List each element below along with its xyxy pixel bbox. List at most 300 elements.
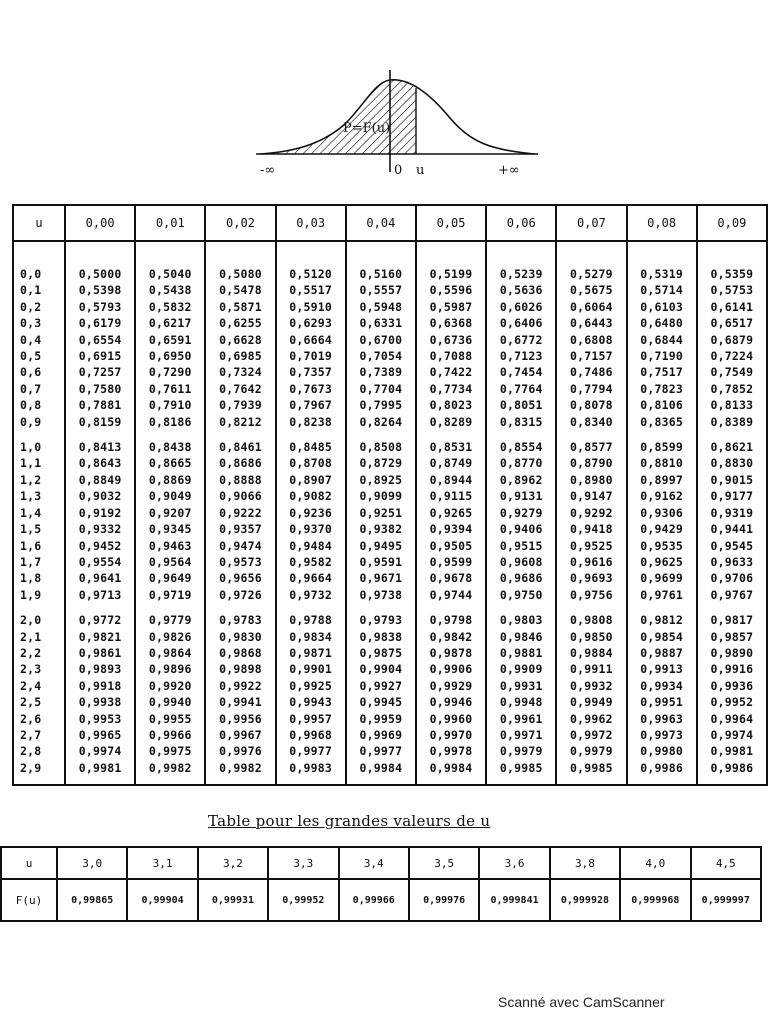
- table-cell-value: 0,9854: [640, 629, 683, 644]
- density-label: P=F(u): [343, 121, 391, 136]
- value-column: [627, 241, 697, 785]
- table-cell-value: 0,9981: [710, 744, 754, 759]
- table-cell-value: 0,8962: [499, 472, 543, 487]
- table-cell-value: 0,9418: [570, 522, 613, 537]
- table-cell-value: 0,9953: [78, 711, 122, 726]
- body-row: [13, 241, 767, 785]
- table-cell-value: 0,9750: [499, 587, 543, 602]
- table-cell-value: 0,8888: [219, 472, 262, 487]
- table-cell-value: 0,9955: [148, 711, 192, 726]
- table-cell-value: 0,8212: [219, 414, 262, 429]
- table-cell-value: 0,5948: [359, 299, 403, 314]
- table-cell-value: 0,9192: [78, 505, 122, 520]
- table-cell-value: 0,9857: [710, 629, 754, 644]
- u-value: 2,5: [20, 695, 42, 710]
- table-cell-value: 0,6026: [499, 299, 543, 314]
- table-cell-value: 0,9946: [429, 695, 473, 710]
- table-cell-value: 0,7088: [429, 349, 473, 364]
- u-value: 2,1: [20, 629, 42, 644]
- table-cell-value: 0,5753: [710, 283, 754, 298]
- table-cell-value: 0,9960: [429, 711, 473, 726]
- u-value: 2,7: [20, 727, 42, 742]
- zero-label: 0: [394, 163, 403, 178]
- u-value: 2,2: [20, 645, 42, 660]
- table-cell-value: 0,9599: [429, 554, 473, 569]
- table-cell-value: 0,7995: [359, 398, 403, 413]
- u-group: [14, 439, 64, 603]
- table-cell-value: 0,9474: [219, 538, 262, 553]
- table-cell-value: 0,8051: [499, 398, 543, 413]
- value-group: [698, 439, 766, 603]
- table-cell-value: 0,9893: [78, 662, 122, 677]
- table-cell-value: 0,9916: [710, 662, 754, 677]
- table-cell-value: 0,8365: [640, 414, 683, 429]
- table-cell-value: 0,7422: [429, 365, 473, 380]
- table-cell-value: 0,9940: [148, 695, 192, 710]
- table-cell-value: 0,9370: [289, 522, 333, 537]
- large-f-value: 0,99865: [57, 879, 127, 921]
- table-cell-value: 0,9357: [219, 522, 262, 537]
- u-values-block: [14, 242, 64, 776]
- table-cell-value: 0,6628: [219, 332, 262, 347]
- table-cell-value: 0,8621: [710, 440, 754, 455]
- value-column-block: [487, 242, 555, 776]
- table-cell-value: 0,9952: [710, 695, 754, 710]
- value-group: [347, 266, 415, 430]
- table-cell-value: 0,7910: [148, 398, 192, 413]
- table-cell-value: 0,8708: [289, 456, 333, 471]
- u-value: 1,5: [20, 522, 42, 537]
- large-u-value: 3,5: [409, 847, 479, 879]
- value-group: [347, 439, 415, 603]
- scanner-footer: Scanné avec CamScanner: [498, 994, 665, 1010]
- large-f-value: 0,999841: [479, 879, 549, 921]
- table-cell-value: 0,8485: [289, 440, 333, 455]
- table-cell-value: 0,8413: [78, 440, 122, 455]
- table-cell-value: 0,7734: [429, 381, 473, 396]
- table-cell-value: 0,9625: [640, 554, 683, 569]
- u-value: 1,7: [20, 554, 42, 569]
- table-cell-value: 0,7881: [78, 398, 122, 413]
- table-cell-value: 0,9956: [219, 711, 262, 726]
- table-cell-value: 0,9982: [219, 760, 262, 775]
- table-cell-value: 0,9641: [78, 571, 122, 586]
- table-cell-value: 0,9911: [570, 662, 613, 677]
- u-value: 0,1: [20, 283, 42, 298]
- table-cell-value: 0,7224: [710, 349, 754, 364]
- table-cell-value: 0,9982: [148, 760, 192, 775]
- table-cell-value: 0,9846: [499, 629, 543, 644]
- table-cell-value: 0,9332: [78, 522, 122, 537]
- table-cell-value: 0,9967: [219, 727, 262, 742]
- table-cell-value: 0,9951: [640, 695, 683, 710]
- table-cell-value: 0,9922: [219, 678, 262, 693]
- table-cell-value: 0,6293: [289, 316, 333, 331]
- table-cell-value: 0,8389: [710, 414, 754, 429]
- value-column: [205, 241, 275, 785]
- table-cell-value: 0,9582: [289, 554, 333, 569]
- table-cell-value: 0,6517: [710, 316, 754, 331]
- table-cell-value: 0,5675: [570, 283, 613, 298]
- table-cell-value: 0,8869: [148, 472, 192, 487]
- table-cell-value: 0,9932: [570, 678, 613, 693]
- table-cell-value: 0,9177: [710, 489, 754, 504]
- table-cell-value: 0,7190: [640, 349, 683, 364]
- table-cell-value: 0,9515: [499, 538, 543, 553]
- table-cell-value: 0,9842: [429, 629, 473, 644]
- u-value: 1,1: [20, 456, 42, 471]
- table-cell-value: 0,7257: [78, 365, 122, 380]
- u-column-header: u: [13, 205, 65, 241]
- table-cell-value: 0,5871: [219, 299, 262, 314]
- u-value: 1,2: [20, 472, 42, 487]
- table-cell-value: 0,7290: [148, 365, 192, 380]
- table-cell-value: 0,6406: [499, 316, 543, 331]
- table-cell-value: 0,8289: [429, 414, 473, 429]
- table-cell-value: 0,9222: [219, 505, 262, 520]
- table-cell-value: 0,6141: [710, 299, 754, 314]
- table-cell-value: 0,6915: [78, 349, 122, 364]
- table-cell-value: 0,9868: [219, 645, 262, 660]
- table-cell-value: 0,6443: [570, 316, 613, 331]
- table-cell-value: 0,9985: [499, 760, 543, 775]
- table-cell-value: 0,5199: [429, 267, 473, 281]
- u-value: 0,2: [20, 299, 42, 314]
- table-cell-value: 0,8340: [570, 414, 613, 429]
- table-cell-value: 0,9920: [148, 678, 192, 693]
- table-cell-value: 0,8264: [359, 414, 403, 429]
- value-column-block: [206, 242, 274, 776]
- table-cell-value: 0,9934: [640, 678, 683, 693]
- table-cell-value: 0,9147: [570, 489, 613, 504]
- large-u-value: 3,2: [198, 847, 268, 879]
- table-cell-value: 0,9463: [148, 538, 192, 553]
- table-cell-value: 0,9207: [148, 505, 192, 520]
- table-cell-value: 0,6985: [219, 349, 262, 364]
- table-cell-value: 0,7454: [499, 365, 543, 380]
- value-group: [557, 439, 625, 603]
- table-cell-value: 0,9981: [78, 760, 122, 775]
- table-cell-value: 0,7486: [570, 365, 613, 380]
- table-cell-value: 0,9162: [640, 489, 683, 504]
- value-column: [276, 241, 346, 785]
- table-cell-value: 0,9505: [429, 538, 473, 553]
- table-cell-value: 0,9971: [499, 727, 543, 742]
- u-value: 0,0: [20, 267, 42, 281]
- table-cell-value: 0,8438: [148, 440, 192, 455]
- table-cell-value: 0,8686: [219, 456, 262, 471]
- u-value: 0,5: [20, 349, 42, 364]
- value-group: [557, 266, 625, 430]
- value-group: [628, 266, 696, 430]
- table-cell-value: 0,8023: [429, 398, 473, 413]
- value-column-block: [347, 242, 415, 776]
- table-cell-value: 0,7389: [359, 365, 403, 380]
- table-cell-value: 0,8729: [359, 456, 403, 471]
- table-cell-value: 0,8159: [78, 414, 122, 429]
- table-cell-value: 0,7123: [499, 349, 543, 364]
- table-cell-value: 0,9986: [710, 760, 754, 775]
- u-value: 1,4: [20, 505, 42, 520]
- table-cell-value: 0,8577: [570, 440, 613, 455]
- table-cell-value: 0,5557: [359, 283, 403, 298]
- u-value: 2,8: [20, 744, 42, 759]
- table-cell-value: 0,8186: [148, 414, 192, 429]
- large-u-value: 3,0: [57, 847, 127, 879]
- table-cell-value: 0,7157: [570, 349, 613, 364]
- table-cell-value: 0,9554: [78, 554, 122, 569]
- table-cell-value: 0,9099: [359, 489, 403, 504]
- table-cell-value: 0,9984: [429, 760, 473, 775]
- normal-curve-figure: [250, 62, 540, 180]
- table-cell-value: 0,7357: [289, 365, 333, 380]
- value-group: [628, 439, 696, 603]
- table-cell-value: 0,9881: [499, 645, 543, 660]
- u-value: 1,9: [20, 587, 42, 602]
- table-cell-value: 0,5910: [289, 299, 333, 314]
- table-cell-value: 0,9931: [499, 678, 543, 693]
- table-cell-value: 0,5398: [78, 283, 122, 298]
- value-column: [486, 241, 556, 785]
- value-group: [66, 612, 134, 776]
- table-cell-value: 0,8980: [570, 472, 613, 487]
- table-cell-value: 0,9671: [359, 571, 403, 586]
- value-column-block: [557, 242, 625, 776]
- table-cell-value: 0,9909: [499, 662, 543, 677]
- neg-inf-label: -∞: [260, 163, 276, 178]
- table-cell-value: 0,9319: [710, 505, 754, 520]
- table-cell-value: 0,9969: [359, 727, 403, 742]
- table-cell-value: 0,9573: [219, 554, 262, 569]
- table-cell-value: 0,9779: [148, 613, 192, 628]
- value-column: [135, 241, 205, 785]
- value-group: [417, 266, 485, 430]
- table-cell-value: 0,9913: [640, 662, 683, 677]
- table-cell-value: 0,7704: [359, 381, 403, 396]
- value-group: [136, 439, 204, 603]
- table-cell-value: 0,9826: [148, 629, 192, 644]
- table-cell-value: 0,9484: [289, 538, 333, 553]
- table-cell-value: 0,7852: [710, 381, 754, 396]
- large-f-value: 0,99966: [339, 879, 409, 921]
- value-group: [206, 612, 274, 776]
- table-cell-value: 0,9943: [289, 695, 333, 710]
- table-cell-value: 0,9649: [148, 571, 192, 586]
- large-u-value: 3,8: [550, 847, 620, 879]
- table-cell-value: 0,9984: [359, 760, 403, 775]
- value-group: [347, 612, 415, 776]
- value-column: [346, 241, 416, 785]
- table-cell-value: 0,8749: [429, 456, 473, 471]
- table-cell-value: 0,8106: [640, 398, 683, 413]
- table-cell-value: 0,9803: [499, 613, 543, 628]
- column-header: 0,03: [276, 205, 346, 241]
- value-group: [557, 612, 625, 776]
- table-cell-value: 0,5319: [640, 267, 683, 281]
- table-cell-value: 0,7324: [219, 365, 262, 380]
- table-cell-value: 0,9945: [359, 695, 403, 710]
- value-group: [487, 439, 555, 603]
- table-cell-value: 0,9821: [78, 629, 122, 644]
- table-cell-value: 0,9904: [359, 662, 403, 677]
- value-group: [136, 266, 204, 430]
- large-f-value: 0,999968: [620, 879, 690, 921]
- column-header: 0,07: [556, 205, 626, 241]
- table-cell-value: 0,5714: [640, 283, 683, 298]
- large-f-label: F(u): [1, 879, 57, 921]
- table-cell-value: 0,9965: [78, 727, 122, 742]
- table-cell-value: 0,9808: [570, 613, 613, 628]
- table-cell-value: 0,7764: [499, 381, 543, 396]
- table-cell-value: 0,9793: [359, 613, 403, 628]
- table-cell-value: 0,9545: [710, 538, 754, 553]
- table-cell-value: 0,9918: [78, 678, 122, 693]
- value-group: [206, 439, 274, 603]
- table-cell-value: 0,9978: [429, 744, 473, 759]
- u-value: 1,3: [20, 489, 42, 504]
- large-f-value: 0,999928: [550, 879, 620, 921]
- table-cell-value: 0,9236: [289, 505, 333, 520]
- table-cell-value: 0,6700: [359, 332, 403, 347]
- table-cell-value: 0,9861: [78, 645, 122, 660]
- table-cell-value: 0,9131: [499, 489, 543, 504]
- column-header: 0,05: [416, 205, 486, 241]
- table-cell-value: 0,8133: [710, 398, 754, 413]
- header-row: [13, 205, 767, 241]
- table-cell-value: 0,7611: [148, 381, 192, 396]
- table-cell-value: 0,9887: [640, 645, 683, 660]
- table-cell-value: 0,9898: [219, 662, 262, 677]
- table-cell-value: 0,9441: [710, 522, 754, 537]
- value-group: [66, 439, 134, 603]
- table-cell-value: 0,9979: [499, 744, 543, 759]
- table-cell-value: 0,9959: [359, 711, 403, 726]
- table-cell-value: 0,8238: [289, 414, 333, 429]
- u-value: 0,8: [20, 398, 42, 413]
- table-cell-value: 0,5438: [148, 283, 192, 298]
- table-cell-value: 0,9970: [429, 727, 473, 742]
- large-f-row: [1, 879, 761, 921]
- large-values-title: Table pour les grandes valeurs de u: [208, 812, 491, 830]
- table-cell-value: 0,9591: [359, 554, 403, 569]
- value-column: [697, 241, 767, 785]
- table-cell-value: 0,9896: [148, 662, 192, 677]
- u-value: 2,0: [20, 613, 42, 628]
- table-cell-value: 0,9429: [640, 522, 683, 537]
- u-value: 0,4: [20, 332, 42, 347]
- table-cell-value: 0,7823: [640, 381, 683, 396]
- table-cell-value: 0,6368: [429, 316, 473, 331]
- value-group: [136, 612, 204, 776]
- table-cell-value: 0,9977: [289, 744, 333, 759]
- table-cell-value: 0,5239: [499, 267, 543, 281]
- table-cell-value: 0,9973: [640, 727, 683, 742]
- table-cell-value: 0,9732: [289, 587, 333, 602]
- table-cell-value: 0,5793: [78, 299, 122, 314]
- table-cell-value: 0,9279: [499, 505, 543, 520]
- table-cell-value: 0,9901: [289, 662, 333, 677]
- table-cell-value: 0,9032: [78, 489, 122, 504]
- large-f-value: 0,99952: [268, 879, 338, 921]
- table-cell-value: 0,6664: [289, 332, 333, 347]
- large-u-value: 4,0: [620, 847, 690, 879]
- value-group: [66, 266, 134, 430]
- table-cell-value: 0,6255: [219, 316, 262, 331]
- value-column-block: [417, 242, 485, 776]
- table-cell-value: 0,6331: [359, 316, 403, 331]
- table-cell-value: 0,9962: [570, 711, 613, 726]
- u-value: 0,3: [20, 316, 42, 331]
- table-cell-value: 0,6217: [148, 316, 192, 331]
- table-cell-value: 0,6736: [429, 332, 473, 347]
- table-cell-value: 0,6103: [640, 299, 683, 314]
- table-cell-value: 0,9983: [289, 760, 333, 775]
- table-cell-value: 0,9015: [710, 472, 754, 487]
- table-cell-value: 0,9948: [499, 695, 543, 710]
- table-cell-value: 0,8599: [640, 440, 683, 455]
- table-cell-value: 0,9251: [359, 505, 403, 520]
- value-group: [417, 612, 485, 776]
- table-cell-value: 0,9938: [78, 695, 122, 710]
- table-cell-value: 0,9713: [78, 587, 122, 602]
- normal-distribution-table: [12, 204, 768, 786]
- table-cell-value: 0,5160: [359, 267, 403, 281]
- column-header: 0,04: [346, 205, 416, 241]
- table-cell-value: 0,9949: [570, 695, 613, 710]
- column-header: 0,00: [65, 205, 135, 241]
- table-cell-value: 0,9977: [359, 744, 403, 759]
- table-cell-value: 0,9968: [289, 727, 333, 742]
- table-cell-value: 0,9633: [710, 554, 754, 569]
- table-cell-value: 0,8461: [219, 440, 262, 455]
- value-column-block: [66, 242, 134, 776]
- large-f-value: 0,999997: [691, 879, 761, 921]
- table-cell-value: 0,8554: [499, 440, 543, 455]
- table-cell-value: 0,9761: [640, 587, 683, 602]
- table-cell-value: 0,6844: [640, 332, 683, 347]
- table-cell-value: 0,5120: [289, 267, 333, 281]
- table-cell-value: 0,8810: [640, 456, 683, 471]
- table-cell-value: 0,9394: [429, 522, 473, 537]
- table-cell-value: 0,9738: [359, 587, 403, 602]
- table-cell-value: 0,9616: [570, 554, 613, 569]
- table-cell-value: 0,7580: [78, 381, 122, 396]
- table-cell-value: 0,8830: [710, 456, 754, 471]
- large-f-value: 0,99976: [409, 879, 479, 921]
- table-cell-value: 0,9834: [289, 629, 333, 644]
- table-cell-value: 0,9812: [640, 613, 683, 628]
- large-u-value: 3,6: [479, 847, 549, 879]
- table-cell-value: 0,9925: [289, 678, 333, 693]
- table-cell-value: 0,7642: [219, 381, 262, 396]
- table-cell-value: 0,9963: [640, 711, 683, 726]
- u-column: [13, 241, 65, 785]
- table-cell-value: 0,9525: [570, 538, 613, 553]
- u-value: 1,0: [20, 440, 42, 455]
- u-group: [14, 266, 64, 430]
- table-cell-value: 0,9972: [570, 727, 613, 742]
- table-cell-value: 0,6772: [499, 332, 543, 347]
- table-cell-value: 0,9864: [148, 645, 192, 660]
- table-cell-value: 0,9850: [570, 629, 613, 644]
- table-cell-value: 0,9957: [289, 711, 333, 726]
- value-group: [277, 266, 345, 430]
- table-cell-value: 0,9927: [359, 678, 403, 693]
- table-cell-value: 0,8665: [148, 456, 192, 471]
- table-cell-value: 0,9974: [710, 727, 754, 742]
- table-cell-value: 0,7794: [570, 381, 613, 396]
- value-column: [556, 241, 626, 785]
